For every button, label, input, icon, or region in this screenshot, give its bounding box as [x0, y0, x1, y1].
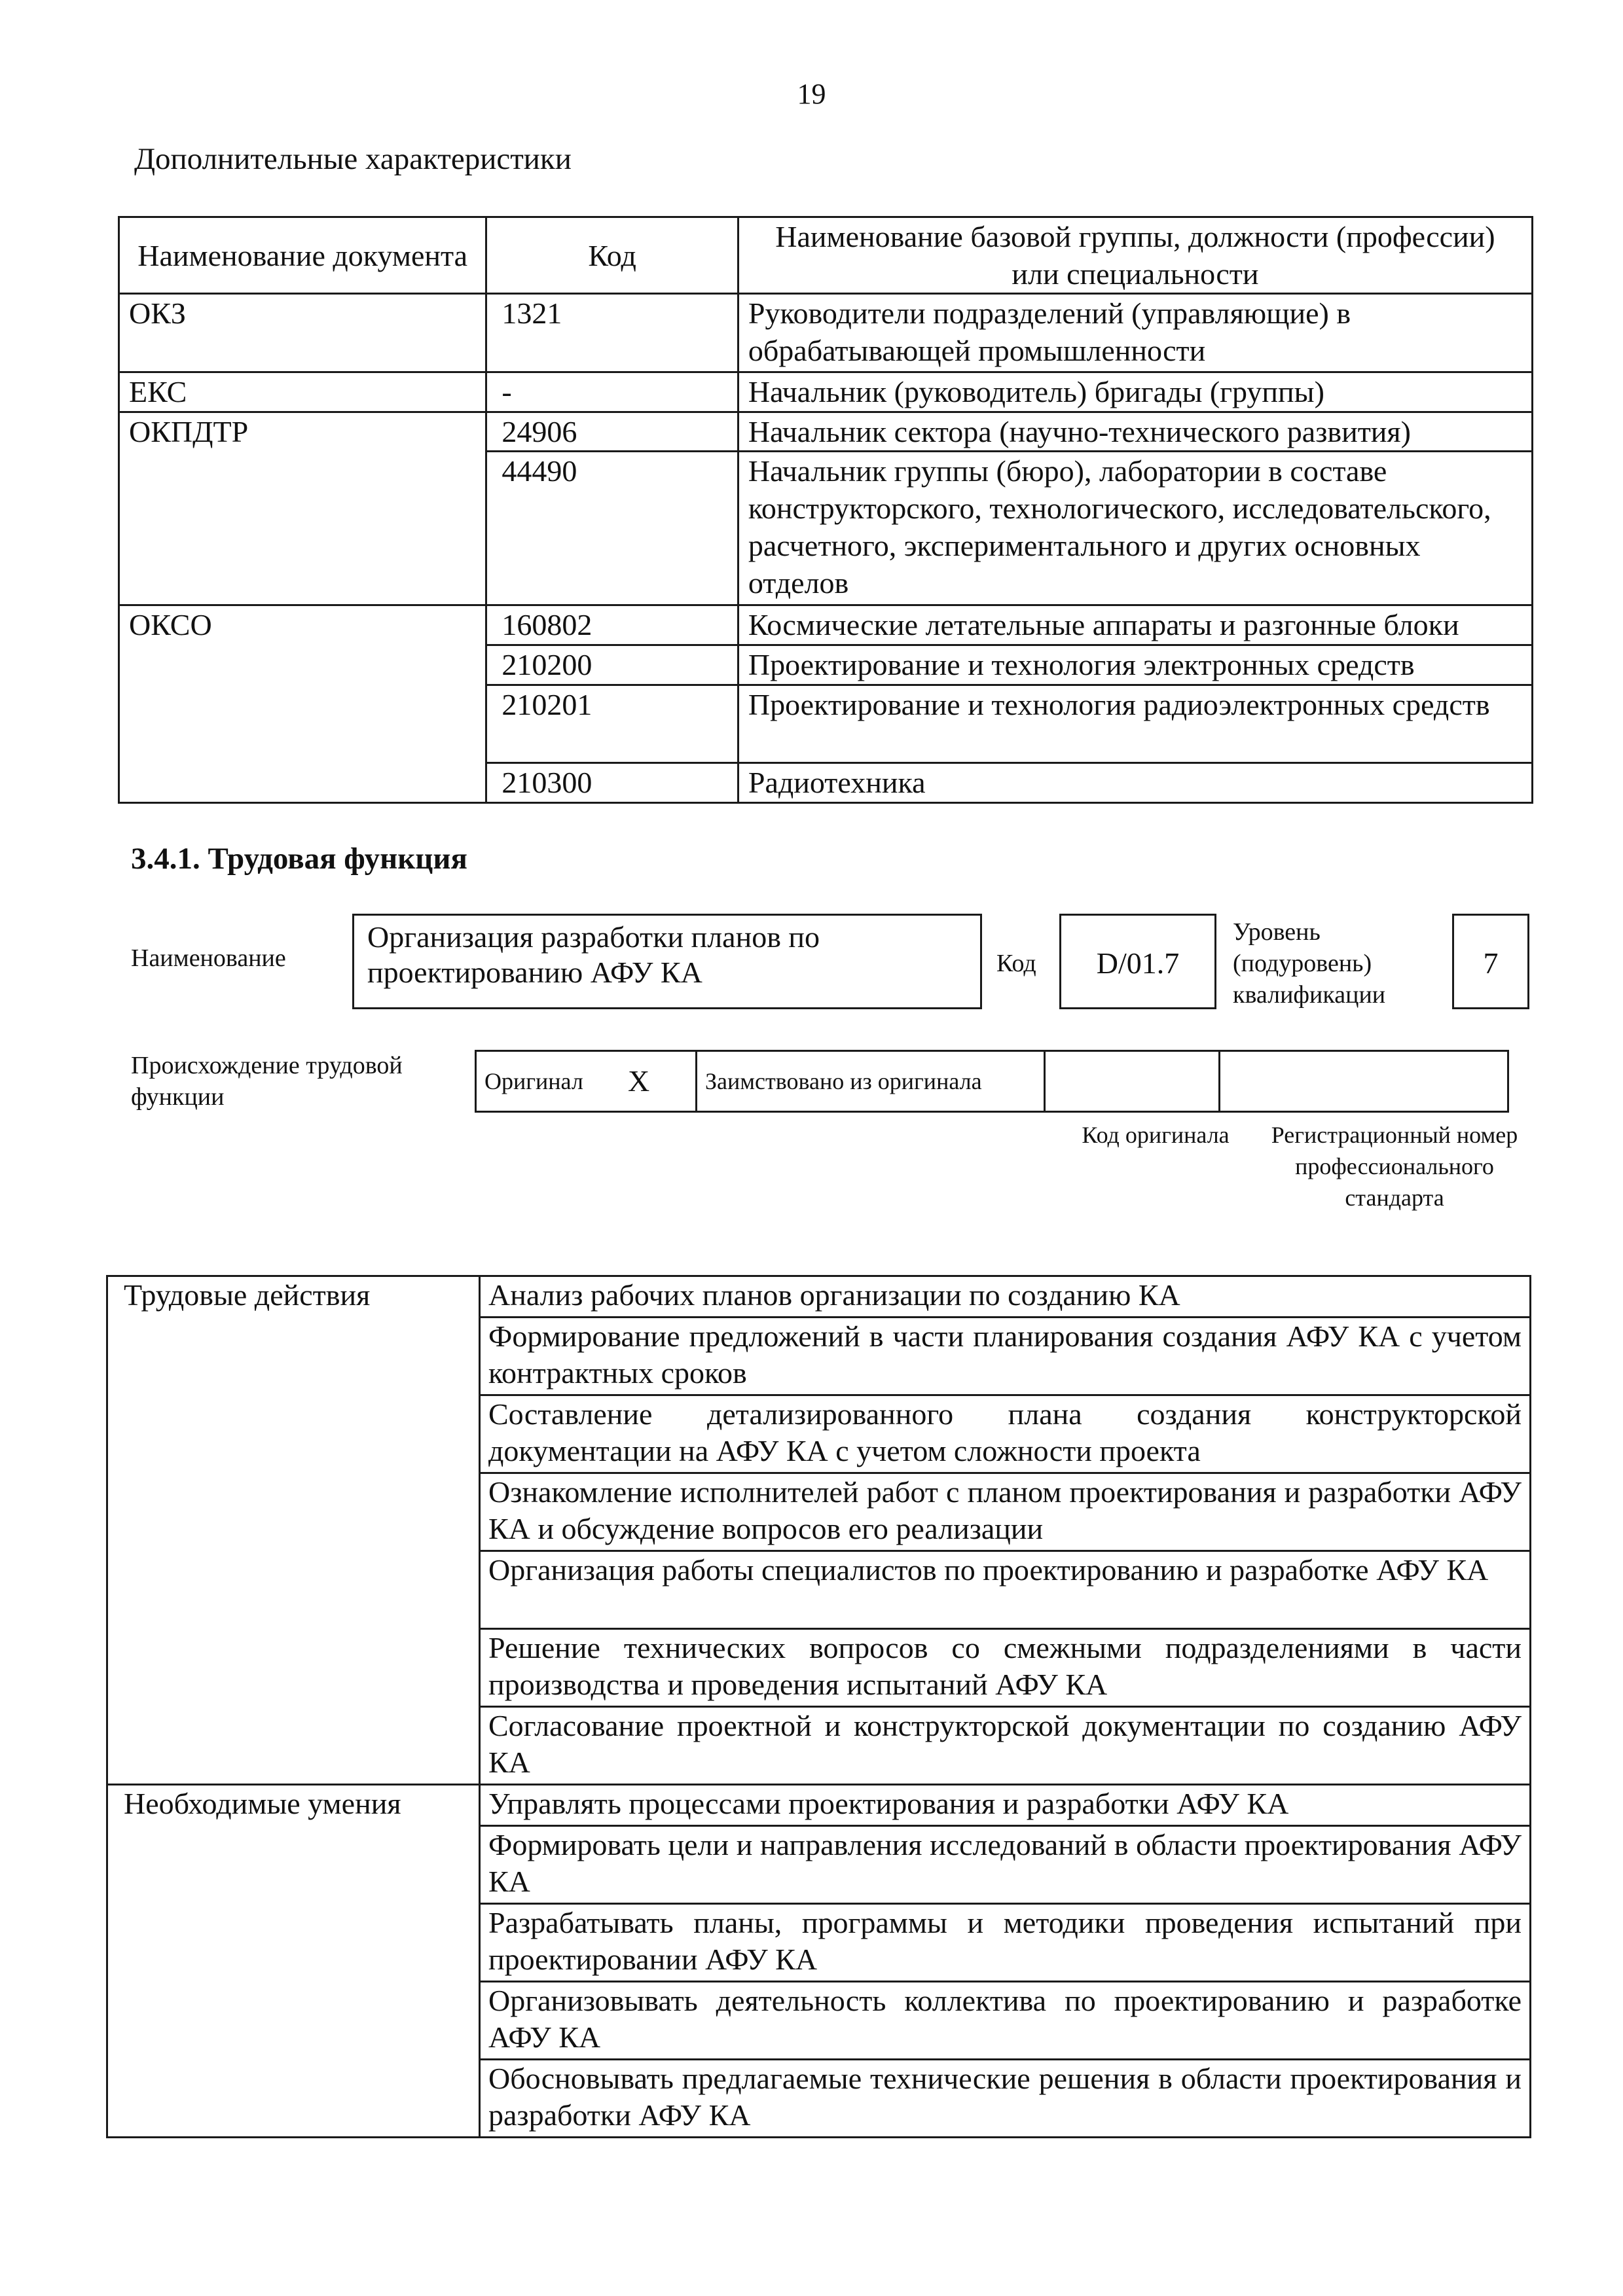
name-label: Наименование	[131, 944, 286, 972]
name-cell: Проектирование и технология радиоэлектронных средств	[738, 685, 1532, 763]
code-cell: 210200	[486, 645, 738, 685]
name-cell: Начальник группы (бюро), лаборатории в составе конструкторского, технологического, исследовательского, расчетного, экспериментального и других основных отделов	[738, 452, 1532, 605]
original-label: Оригинал	[476, 1051, 621, 1112]
code-cell: 210201	[486, 685, 738, 763]
code-label: Код	[996, 950, 1036, 977]
origin-label: Происхождение трудовой функции	[131, 1052, 403, 1111]
list-item: Формирование предложений в части планирования создания АФУ КА с учетом контрактных сроков	[480, 1318, 1531, 1395]
code-cell: -	[486, 372, 738, 412]
header-doc: Наименование документа	[119, 217, 486, 294]
code-cell: 44490	[486, 452, 738, 605]
doc-cell: ОКПДТР	[119, 412, 486, 605]
borrowed-label: Заимствовано из оригинала	[697, 1051, 1045, 1112]
level-box	[1452, 914, 1529, 1009]
function-code-box	[1059, 914, 1216, 1009]
header-code: Код	[486, 217, 738, 294]
table-row	[107, 1276, 1531, 1318]
level-value: 7	[1483, 946, 1499, 980]
page-number: 19	[797, 78, 826, 110]
reg-number-cell	[1220, 1051, 1508, 1112]
origin-table	[475, 1050, 1509, 1113]
list-item: Организация работы специалистов по проектированию и разработке АФУ КА	[480, 1551, 1531, 1629]
code-cell: 210300	[486, 763, 738, 803]
reg-caption: Регистрационный номер профессионального стандарта	[1271, 1122, 1518, 1211]
actions-skills-table	[106, 1275, 1531, 2138]
list-item: Составление детализированного плана создания конструкторской документации на АФУ КА с учетом сложности проекта	[480, 1395, 1531, 1473]
list-item: Организовывать деятельность коллектива по проектированию и разработке АФУ КА	[480, 1982, 1531, 2060]
list-item: Анализ рабочих планов организации по созданию КА	[480, 1276, 1531, 1318]
original-code-cell	[1045, 1051, 1220, 1112]
name-cell: Радиотехника	[738, 763, 1532, 803]
doc-cell: ЕКС	[119, 372, 486, 412]
function-name-value: Организация разработки планов по проектированию АФУ КА	[367, 920, 820, 989]
name-cell: Начальник (руководитель) бригады (группы)	[738, 372, 1532, 412]
doc-cell: ОКСО	[119, 605, 486, 803]
header-name: Наименование базовой группы, должности (профессии) или специальности	[738, 217, 1532, 294]
table-row	[119, 412, 1533, 452]
name-cell: Начальник сектора (научно-технического развития)	[738, 412, 1532, 452]
code-cell: 160802	[486, 605, 738, 645]
table-row	[119, 294, 1533, 372]
skills-label: Необходимые умения	[107, 1785, 480, 2138]
table-header-row	[119, 217, 1533, 294]
extra-characteristics-table	[118, 216, 1533, 804]
list-item: Разрабатывать планы, программы и методики проведения испытаний при проектировании АФУ КА	[480, 1904, 1531, 1982]
name-cell: Космические летательные аппараты и разгонные блоки	[738, 605, 1532, 645]
list-item: Согласование проектной и конструкторской документации по созданию АФУ КА	[480, 1707, 1531, 1785]
code-cell: 24906	[486, 412, 738, 452]
function-code-value: D/01.7	[1096, 946, 1180, 980]
list-item: Ознакомление исполнителей работ с планом проектирования и разработки АФУ КА и обсуждение вопросов его реализации	[480, 1473, 1531, 1551]
code-caption: Код оригинала	[1082, 1122, 1230, 1148]
list-item: Решение технических вопросов со смежными подразделениями в части производства и проведения испытаний АФУ КА	[480, 1629, 1531, 1707]
section-title: Дополнительные характеристики	[134, 142, 572, 176]
list-item: Обосновывать предлагаемые технические решения в области проектирования и разработки АФУ КА	[480, 2060, 1531, 2138]
function-heading: 3.4.1. Трудовая функция	[131, 842, 467, 876]
function-name-box	[352, 914, 982, 1009]
doc-cell: ОКЗ	[119, 294, 486, 372]
table-row	[119, 605, 1533, 645]
list-item: Формировать цели и направления исследований в области проектирования АФУ КА	[480, 1826, 1531, 1904]
table-row	[107, 1785, 1531, 1826]
name-cell: Проектирование и технология электронных средств	[738, 645, 1532, 685]
table-row	[119, 372, 1533, 412]
actions-label: Трудовые действия	[107, 1276, 480, 1785]
name-cell: Руководители подразделений (управляющие) в обрабатывающей промышленности	[738, 294, 1532, 372]
level-label: Уровень (подуровень) квалификации	[1233, 918, 1386, 1009]
original-mark: X	[620, 1051, 697, 1112]
code-cell: 1321	[486, 294, 738, 372]
list-item: Управлять процессами проектирования и разработки АФУ КА	[480, 1785, 1531, 1826]
